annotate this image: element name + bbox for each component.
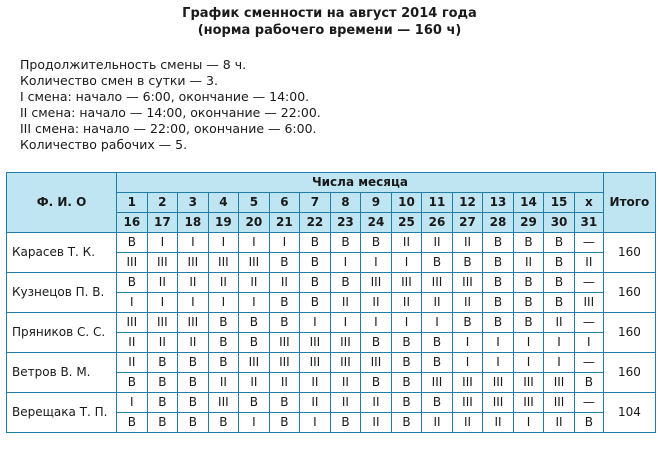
worker-name: Верещака Т. П. <box>7 393 117 433</box>
shift-cell: III <box>147 313 178 333</box>
shift-cell: I <box>574 333 603 353</box>
shift-cell: В <box>208 413 239 433</box>
shift-cell: В <box>361 333 392 353</box>
worker-row-first-half <box>7 233 656 253</box>
shift-cell: I <box>178 293 209 313</box>
shift-cell: III <box>117 313 148 333</box>
day-number: 29 <box>513 213 544 233</box>
shift-cell: II <box>452 413 483 433</box>
shift-cell: I <box>178 233 209 253</box>
shift-cell: В <box>178 353 209 373</box>
shift-cell: II <box>269 273 300 293</box>
shift-cell: II <box>300 373 331 393</box>
shift-cell: I <box>117 393 148 413</box>
info-shift-duration: Продолжительность смены — 8 ч. <box>20 57 247 72</box>
day-number: 15 <box>544 193 575 213</box>
day-number: 6 <box>269 193 300 213</box>
name-column-header: Ф. И. О <box>7 173 117 233</box>
worker-total-hours: 160 <box>603 353 655 393</box>
shift-cell: I <box>422 313 453 333</box>
shift-cell: II <box>147 333 178 353</box>
shift-cell: В <box>513 313 544 333</box>
shift-cell: В <box>544 253 575 273</box>
day-number: 14 <box>513 193 544 213</box>
day-number: 7 <box>300 193 331 213</box>
shift-cell: В <box>208 353 239 373</box>
page-title: График сменности на август 2014 года <box>182 6 477 21</box>
shift-cell: III <box>147 253 178 273</box>
shift-cell: В <box>361 373 392 393</box>
shift-cell: III <box>483 373 514 393</box>
day-number: 26 <box>422 213 453 233</box>
shift-cell: I <box>452 333 483 353</box>
shift-cell: II <box>483 413 514 433</box>
shift-cell: I <box>513 333 544 353</box>
shift-cell: I <box>239 233 270 253</box>
shift-cell: I <box>117 293 148 313</box>
shift-cell: В <box>300 273 331 293</box>
shift-cell: В <box>147 373 178 393</box>
day-number: 11 <box>422 193 453 213</box>
day-number: 18 <box>178 213 209 233</box>
day-number: 23 <box>330 213 361 233</box>
shift-cell: III <box>452 393 483 413</box>
shift-cell: В <box>269 293 300 313</box>
shift-cell: II <box>269 373 300 393</box>
shift-cell: I <box>391 313 422 333</box>
shift-cell: II <box>422 293 453 313</box>
shift-cell: В <box>117 273 148 293</box>
shift-cell: В <box>513 293 544 313</box>
shift-cell: — <box>574 233 603 253</box>
shift-cell: I <box>300 313 331 333</box>
shift-cell: В <box>483 273 514 293</box>
shift-cell: В <box>178 373 209 393</box>
shift-cell: III <box>300 353 331 373</box>
shift-cell: В <box>330 233 361 253</box>
worker-row-first-half <box>7 353 656 373</box>
worker-row-first-half <box>7 313 656 333</box>
shift-cell: В <box>544 293 575 313</box>
shift-cell: I <box>513 413 544 433</box>
shift-cell: II <box>239 273 270 293</box>
shift-cell: В <box>208 313 239 333</box>
shift-cell: I <box>483 333 514 353</box>
days-column-header: Числа месяца <box>117 173 604 193</box>
worker-name: Кузнецов П. В. <box>7 273 117 313</box>
shift-cell: II <box>361 293 392 313</box>
shift-cell: III <box>208 393 239 413</box>
shift-cell: II <box>361 393 392 413</box>
worker-name: Ветров В. М. <box>7 353 117 393</box>
shift-cell: I <box>330 253 361 273</box>
shift-cell: В <box>544 273 575 293</box>
shift-cell: В <box>483 233 514 253</box>
shift-cell: I <box>300 413 331 433</box>
shift-cell: II <box>544 413 575 433</box>
day-number: 5 <box>239 193 270 213</box>
info-shift-2: II смена: начало — 14:00, окончание — 22:00. <box>20 105 321 120</box>
worker-total-hours: 160 <box>603 273 655 313</box>
shift-cell: В <box>239 393 270 413</box>
shift-cell: II <box>574 253 603 273</box>
shift-cell: В <box>513 273 544 293</box>
shift-cell: В <box>513 233 544 253</box>
shift-cell: I <box>269 233 300 253</box>
shift-cell: III <box>300 333 331 353</box>
shift-cell: I <box>208 293 239 313</box>
shift-cell: I <box>330 313 361 333</box>
shift-cell: III <box>422 373 453 393</box>
worker-total-hours: 160 <box>603 233 655 273</box>
shift-cell: В <box>239 313 270 333</box>
shift-cell: III <box>330 333 361 353</box>
shift-cell: III <box>391 273 422 293</box>
shift-cell: В <box>269 313 300 333</box>
shift-cell: I <box>147 233 178 253</box>
shift-cell: I <box>513 353 544 373</box>
shift-cell: В <box>269 413 300 433</box>
day-number: 24 <box>361 213 392 233</box>
shift-cell: III <box>117 253 148 273</box>
day-number: 30 <box>544 213 575 233</box>
shift-cell: В <box>574 413 603 433</box>
shift-cell: II <box>239 373 270 393</box>
shift-cell: В <box>391 373 422 393</box>
shift-cell: — <box>574 273 603 293</box>
shift-cell: В <box>422 333 453 353</box>
shift-info <box>20 57 321 153</box>
shift-cell: I <box>483 353 514 373</box>
day-number: 28 <box>483 213 514 233</box>
shift-cell: В <box>391 353 422 373</box>
shift-cell: В <box>239 333 270 353</box>
day-number: 13 <box>483 193 514 213</box>
shift-cell: В <box>117 233 148 253</box>
shift-cell: III <box>239 353 270 373</box>
shift-cell: В <box>391 413 422 433</box>
info-shift-1: I смена: начало — 6:00, окончание — 14:00. <box>20 89 310 104</box>
shift-cell: II <box>422 233 453 253</box>
day-number: 19 <box>208 213 239 233</box>
shift-cell: II <box>330 293 361 313</box>
shift-cell: II <box>452 233 483 253</box>
shift-cell: II <box>208 373 239 393</box>
shift-cell: III <box>452 273 483 293</box>
day-number: 27 <box>452 213 483 233</box>
day-number: 2 <box>147 193 178 213</box>
shift-cell: В <box>452 253 483 273</box>
shift-cell: I <box>361 313 392 333</box>
shift-cell: В <box>300 233 331 253</box>
worker-name: Карасев Т. К. <box>7 233 117 273</box>
shift-cell: III <box>513 393 544 413</box>
shift-cell: II <box>300 393 331 413</box>
shift-schedule-table <box>6 172 656 433</box>
shift-cell: II <box>147 273 178 293</box>
day-number: 12 <box>452 193 483 213</box>
shift-cell: В <box>422 393 453 413</box>
shift-cell: В <box>300 253 331 273</box>
shift-cell: III <box>269 333 300 353</box>
shift-cell: В <box>300 293 331 313</box>
shift-cell: В <box>269 253 300 273</box>
shift-cell: II <box>178 333 209 353</box>
info-worker-count: Количество рабочих — 5. <box>20 137 188 152</box>
day-number: 20 <box>239 213 270 233</box>
shift-cell: В <box>147 393 178 413</box>
shift-cell: III <box>269 353 300 373</box>
shift-cell: II <box>391 293 422 313</box>
shift-cell: I <box>239 293 270 313</box>
shift-cell: В <box>117 413 148 433</box>
shift-cell: III <box>544 393 575 413</box>
shift-cell: II <box>330 373 361 393</box>
worker-total-hours: 160 <box>603 313 655 353</box>
header-row-top <box>7 173 656 193</box>
shift-cell: III <box>361 273 392 293</box>
day-number: 10 <box>391 193 422 213</box>
shift-cell: II <box>117 353 148 373</box>
shift-cell: III <box>483 393 514 413</box>
day-number: 16 <box>117 213 148 233</box>
info-shifts-per-day: Количество смен в сутки — 3. <box>20 73 218 88</box>
shift-cell: II <box>452 293 483 313</box>
shift-cell: I <box>544 353 575 373</box>
shift-cell: В <box>147 413 178 433</box>
total-column-header: Итого <box>603 173 655 233</box>
day-number: 8 <box>330 193 361 213</box>
shift-cell: I <box>208 233 239 253</box>
info-shift-3: III смена: начало — 22:00, окончание — 6:00. <box>20 121 317 136</box>
shift-cell: В <box>483 293 514 313</box>
shift-cell: В <box>117 373 148 393</box>
shift-cell: II <box>330 393 361 413</box>
day-number: 3 <box>178 193 209 213</box>
shift-cell: I <box>452 353 483 373</box>
shift-cell: I <box>239 413 270 433</box>
shift-cell: III <box>239 253 270 273</box>
shift-cell: III <box>361 353 392 373</box>
shift-cell: III <box>330 353 361 373</box>
shift-cell: III <box>422 273 453 293</box>
shift-cell: — <box>574 393 603 413</box>
shift-cell: В <box>269 393 300 413</box>
day-number: 31 <box>574 213 603 233</box>
shift-cell: — <box>574 313 603 333</box>
day-number: 9 <box>361 193 392 213</box>
worker-total-hours: 104 <box>603 393 655 433</box>
day-number: 1 <box>117 193 148 213</box>
shift-cell: В <box>483 253 514 273</box>
day-number: 22 <box>300 213 331 233</box>
shift-cell: В <box>483 313 514 333</box>
shift-cell: III <box>178 253 209 273</box>
shift-cell: В <box>544 233 575 253</box>
shift-cell: В <box>391 393 422 413</box>
shift-cell: — <box>574 353 603 373</box>
shift-cell: III <box>513 373 544 393</box>
shift-cell: III <box>544 373 575 393</box>
shift-cell: III <box>574 293 603 313</box>
shift-cell: В <box>208 333 239 353</box>
day-number: 25 <box>391 213 422 233</box>
shift-cell: II <box>513 253 544 273</box>
shift-cell: II <box>544 313 575 333</box>
shift-cell: II <box>361 413 392 433</box>
day-number: x <box>574 193 603 213</box>
shift-cell: I <box>391 253 422 273</box>
worker-row-first-half <box>7 273 656 293</box>
day-number: 17 <box>147 213 178 233</box>
shift-cell: II <box>391 233 422 253</box>
day-number: 21 <box>269 213 300 233</box>
shift-cell: В <box>147 353 178 373</box>
shift-cell: В <box>391 333 422 353</box>
shift-cell: III <box>452 373 483 393</box>
shift-cell: III <box>178 313 209 333</box>
shift-cell: II <box>422 413 453 433</box>
shift-cell: В <box>330 273 361 293</box>
shift-cell: I <box>147 293 178 313</box>
shift-cell: II <box>208 273 239 293</box>
shift-cell: В <box>178 393 209 413</box>
page-subtitle: (норма рабочего времени — 160 ч) <box>197 23 462 38</box>
worker-name: Пряников С. С. <box>7 313 117 353</box>
worker-row-first-half <box>7 393 656 413</box>
shift-cell: II <box>117 333 148 353</box>
shift-cell: I <box>544 333 575 353</box>
shift-cell: В <box>422 253 453 273</box>
shift-cell: В <box>330 413 361 433</box>
shift-cell: В <box>361 233 392 253</box>
shift-cell: В <box>178 413 209 433</box>
shift-cell: II <box>178 273 209 293</box>
day-number: 4 <box>208 193 239 213</box>
shift-cell: В <box>574 373 603 393</box>
shift-cell: В <box>452 313 483 333</box>
shift-cell: III <box>208 253 239 273</box>
shift-cell: В <box>422 353 453 373</box>
shift-cell: I <box>361 253 392 273</box>
